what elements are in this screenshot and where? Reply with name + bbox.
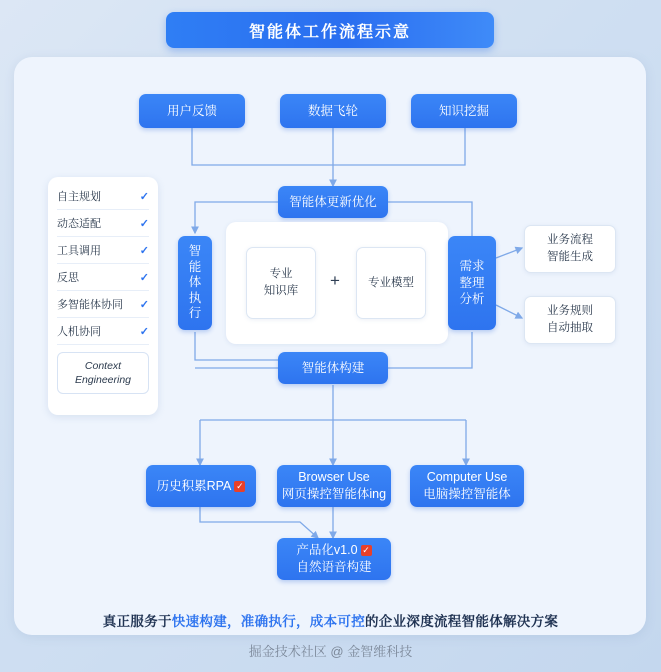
node-label-line1: 专业模型 xyxy=(368,276,414,289)
list-item[interactable] xyxy=(57,183,149,210)
node-computer-use[interactable] xyxy=(410,465,524,507)
node-label-line2: 自然语音构建 xyxy=(296,560,372,574)
checklist-label: 人机协同 xyxy=(57,326,101,338)
node-agent-update-optimize[interactable] xyxy=(278,186,388,218)
node-history-rpa[interactable] xyxy=(146,465,256,507)
node-browser-use[interactable] xyxy=(277,465,391,507)
checklist-label: 动态适配 xyxy=(57,218,101,230)
footer-prefix: 真正服务于 xyxy=(102,614,172,629)
node-label-line2: 智能生成 xyxy=(547,251,593,263)
checklist-label: 工具调用 xyxy=(57,245,101,257)
node-label: 智能体执行 xyxy=(188,243,202,321)
list-item[interactable] xyxy=(57,237,149,264)
node-user-feedback[interactable] xyxy=(139,94,245,128)
context-line-2: Engineering xyxy=(74,374,132,386)
node-label-line1: 业务规则 xyxy=(547,305,593,318)
footer-slogan xyxy=(0,610,661,630)
list-item[interactable] xyxy=(57,318,149,345)
list-item[interactable] xyxy=(57,291,149,318)
node-label: 知识挖掘 xyxy=(438,103,489,118)
watermark-text: 掘金技术社区 @ 金智维科技 xyxy=(248,644,413,659)
node-business-process-generation[interactable] xyxy=(524,225,616,273)
node-domain-model[interactable] xyxy=(356,247,426,319)
node-domain-knowledge-base[interactable] xyxy=(246,247,316,319)
plus-icon: + xyxy=(330,271,340,290)
node-label: 用户反馈 xyxy=(166,103,217,118)
node-label-line1: 历史积累RPA ✓ xyxy=(156,478,244,493)
list-item[interactable] xyxy=(57,264,149,291)
context-line-1: Context xyxy=(84,359,122,372)
checklist-label: 多智能体协同 xyxy=(57,299,123,311)
check-icon: ✓ xyxy=(139,217,149,230)
check-icon: ✓ xyxy=(139,271,149,284)
checkbox-badge-icon: ✓ xyxy=(362,545,370,556)
node-label-line1: 产品化v1.0 ✓ xyxy=(296,543,370,558)
check-icon: ✓ xyxy=(139,244,149,257)
node-business-rule-extraction[interactable] xyxy=(524,296,616,344)
node-label-line2: 网页操控智能体ing xyxy=(281,487,387,501)
context-engineering-box[interactable] xyxy=(57,352,149,394)
node-productization[interactable] xyxy=(277,538,391,580)
node-data-flywheel[interactable] xyxy=(280,94,386,128)
node-label-line1: 专业 xyxy=(269,268,293,281)
check-icon: ✓ xyxy=(139,298,149,311)
node-label: 智能体更新优化 xyxy=(289,194,377,209)
capability-checklist xyxy=(48,177,158,415)
checklist-label: 自主规划 xyxy=(57,191,101,203)
node-label-line2: 电脑操控智能体 xyxy=(423,487,511,501)
page-title-text: 智能体工作流程示意 xyxy=(248,23,411,41)
watermark xyxy=(0,641,661,660)
node-label-line1: Browser Use xyxy=(298,470,370,485)
list-item[interactable] xyxy=(57,210,149,237)
node-label-line1: 需求 xyxy=(459,258,485,273)
node-label: 智能体构建 xyxy=(301,360,365,375)
check-icon: ✓ xyxy=(139,325,149,338)
node-label-line2: 整理 xyxy=(459,275,485,290)
node-label-line1: 业务流程 xyxy=(547,234,593,247)
footer-suffix: 的企业深度流程智能体解决方案 xyxy=(365,614,559,629)
checklist-label: 反思 xyxy=(57,272,79,284)
node-label-line3: 分析 xyxy=(459,292,485,307)
node-agent-build[interactable] xyxy=(278,352,388,384)
node-label: 数据飞轮 xyxy=(307,103,358,118)
node-label-line1: Computer Use xyxy=(426,470,508,485)
footer-highlight: 快速构建，准确执行，成本可控 xyxy=(171,614,365,629)
checkbox-badge-icon: ✓ xyxy=(236,480,244,491)
node-knowledge-mining[interactable] xyxy=(411,94,517,128)
page-title xyxy=(166,12,494,48)
node-label-line2: 自动抽取 xyxy=(547,322,593,334)
node-agent-execution[interactable] xyxy=(178,236,212,330)
node-requirement-analysis[interactable] xyxy=(448,236,496,330)
node-label-line2: 知识库 xyxy=(263,285,299,297)
check-icon: ✓ xyxy=(139,190,149,203)
